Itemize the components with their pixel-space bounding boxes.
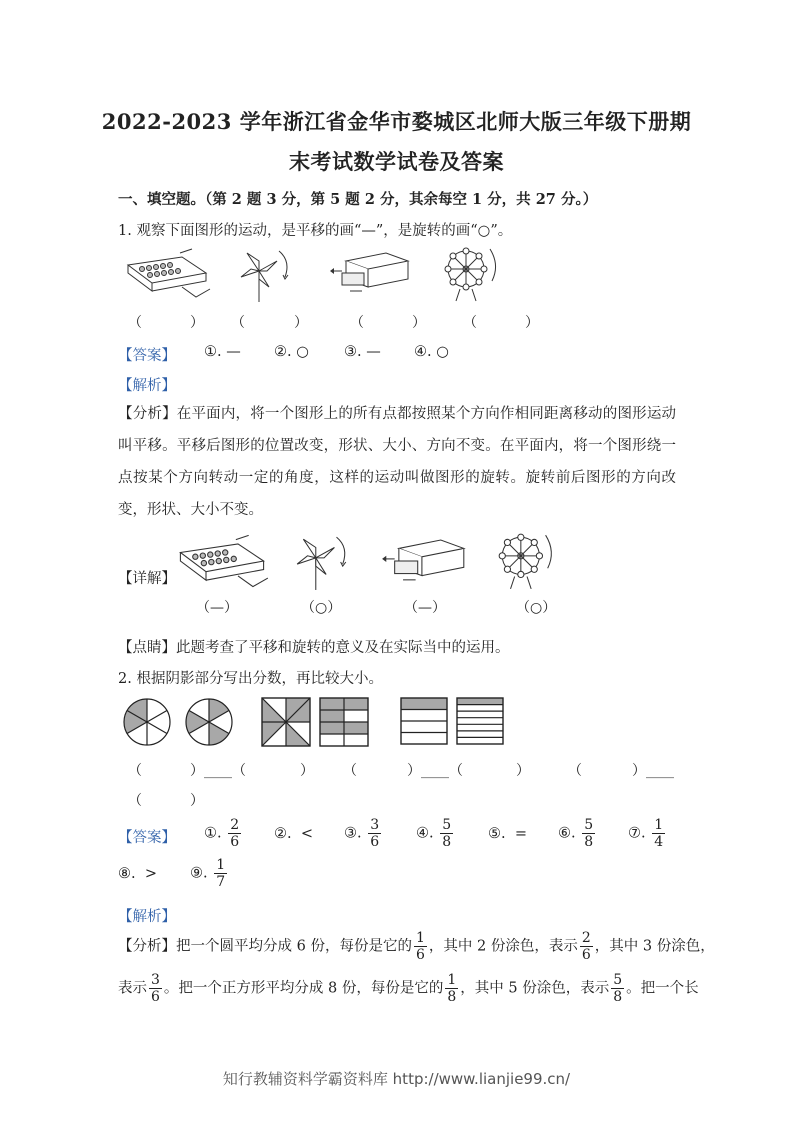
q1-dianjing-label: 【点睛】: [118, 640, 176, 656]
numerator: 2: [581, 930, 591, 946]
q2-answer-6: [558, 817, 597, 850]
q2-rect-quarters: [400, 697, 448, 745]
page-title-line1: 2022-2023 学年浙江省金华市婺城区北师大版三年级下册期: [101, 109, 692, 134]
q2-answer-1-fraction: [228, 817, 241, 850]
q2-answer-6-fraction: [582, 817, 595, 850]
q2-answer-8-label: ⑧.: [118, 866, 136, 882]
q2-blank-1-close-compare: ）____（: [190, 763, 246, 779]
q1-blank-1-close: ）: [190, 315, 204, 331]
q2-fenxi-p6: ，其中 5 份涂色，表示: [460, 980, 610, 997]
q2-fenxi-p2: ，其中 2 份涂色，表示: [428, 938, 578, 955]
pinwheel-picture: [237, 247, 293, 303]
fraction-2-6: [580, 930, 593, 963]
q1-blank-2-open: （: [231, 315, 245, 331]
q2-blank-3-close-compare: ）____（: [407, 763, 463, 779]
denominator: 6: [230, 834, 240, 850]
numerator: 5: [613, 972, 623, 988]
q2-fenxi-p4: 表示: [118, 980, 147, 997]
q2-answer-9: [190, 857, 229, 890]
q1-dianjing-text: 此题考查了平移和旋转的意义及在实际当中的运用。: [176, 640, 510, 656]
footer-watermark[interactable]: 知行教辅资料学霸资料库 http://www.lianjie99.cn/: [222, 1070, 571, 1088]
q2-blank-6-close: ）: [190, 793, 204, 809]
q1-dianjing: [118, 636, 510, 657]
denominator: 8: [613, 989, 623, 1005]
numerator: 1: [216, 857, 226, 873]
q1-answer-1: ①. —: [204, 344, 241, 360]
q2-square-grid: [319, 697, 369, 747]
q2-answer-1: [204, 817, 243, 850]
q2-fenxi-label: 【分析】: [118, 938, 176, 955]
q2-fenxi-line1: [118, 930, 715, 963]
q1-detail-mark-3: （—）: [404, 600, 446, 616]
drawer-picture-detail: [380, 533, 468, 589]
q1-answer-2: ②. ○: [274, 344, 309, 360]
denominator: 8: [584, 834, 594, 850]
q2-answer-4: [416, 817, 455, 850]
q2-answer-7-fraction: [652, 817, 665, 850]
fraction-5-8: [611, 972, 624, 1005]
numerator: 2: [230, 817, 240, 833]
q2-answer-label: 【答案】: [118, 830, 176, 846]
q1-blank-3-close: ）: [412, 315, 426, 331]
q2-answer-2-symbol: <: [300, 826, 313, 842]
q2-blank-1-open: （: [128, 763, 142, 779]
q1-text: 1. 观察下面图形的运动，是平移的画“—”，是旋转的画“○”。: [118, 223, 513, 239]
drawer-picture: [328, 247, 412, 299]
denominator: 6: [151, 989, 160, 1005]
q2-fenxi-p1: 把一个圆平均分成 6 份，每份是它的: [176, 938, 412, 955]
ferris-wheel-picture-detail: [494, 531, 558, 591]
section-heading: 一、填空题。（第 2 题 3 分，第 5 题 2 分，其余每空 1 分，共 27 分。）: [118, 191, 598, 208]
q2-text: 2. 根据阴影部分写出分数，再比较大小。: [118, 671, 383, 687]
denominator: 6: [581, 947, 591, 963]
q2-fenxi-line2: [118, 972, 699, 1005]
q2-answer-4-fraction: [440, 817, 453, 850]
q1-detail-mark-2: （○）: [301, 600, 342, 616]
pinwheel-picture-detail: [292, 533, 352, 591]
q2-analysis-label: 【解析】: [118, 909, 176, 925]
numerator: 3: [370, 817, 380, 833]
denominator: 6: [415, 947, 425, 963]
q1-detail-mark-4: （○）: [516, 600, 557, 616]
q2-blank-5-close-compare: ）____: [632, 763, 674, 779]
q2-answer-5: [488, 826, 527, 842]
abacus-picture: [122, 247, 212, 299]
denominator: 8: [447, 989, 457, 1005]
numerator: 5: [584, 817, 594, 833]
numerator: 1: [447, 972, 457, 988]
q2-answer-3-label: ③.: [344, 825, 362, 842]
q1-fenxi-text: 在平面内，将一个图形上的所有点都按照某个方向作相同距离移动的图形运动叫平移。平移后图形的位置改变，形状、大小、方向不变。在平面内，将一个图形绕一点按某个方向转动一定的角度，这样的运动叫做图形的旋转。旋转前后图形的方向改变，形状、大小不变。: [118, 406, 677, 518]
denominator: 7: [216, 874, 226, 890]
q1-answer-4: ④. ○: [414, 344, 449, 360]
q2-blank-5-open: （: [568, 763, 582, 779]
numerator: 5: [442, 817, 452, 833]
q1-answer-label: 【答案】: [118, 348, 176, 364]
q1-blank-1-open: （: [128, 315, 142, 331]
q2-answer-7: [628, 817, 667, 850]
q2-square-diagonal: [261, 697, 311, 747]
q1-fenxi-label: 【分析】: [118, 406, 177, 422]
abacus-picture-detail: [174, 533, 270, 589]
q2-fenxi-p7: 。把一个长: [626, 980, 699, 997]
q2-answer-3: [344, 817, 383, 850]
q2-answer-2: [274, 826, 313, 842]
fraction-1-6: [414, 930, 427, 963]
q1-blank-4-close: ）: [525, 315, 539, 331]
q2-fenxi-p5: 。把一个正方形平均分成 8 份，每份是它的: [163, 980, 444, 997]
q2-circle-1: [122, 697, 172, 747]
q2-answer-5-symbol: =: [514, 826, 527, 842]
q2-answer-4-label: ④.: [416, 825, 434, 842]
q2-blank-4-close: ）: [516, 763, 530, 779]
denominator: 4: [654, 834, 664, 850]
q2-fenxi-p3: ，其中 3 份涂色，: [594, 938, 715, 955]
q2-answer-7-label: ⑦.: [628, 825, 646, 842]
q2-answer-9-fraction: [214, 857, 227, 890]
q2-circle-2: [184, 697, 234, 747]
q2-rect-sevenths: [456, 697, 504, 745]
numerator: 3: [151, 972, 160, 988]
q1-blank-3-open: （: [350, 315, 364, 331]
q2-blank-6-open: （: [128, 793, 142, 809]
q1-analysis-paragraph: [118, 398, 676, 526]
q2-answer-3-fraction: [368, 817, 381, 850]
fraction-1-8: [445, 972, 458, 1005]
q2-answer-2-label: ②.: [274, 826, 292, 842]
ferris-wheel-picture: [440, 245, 502, 303]
q2-answer-1-label: ①.: [204, 825, 222, 842]
q2-answer-6-label: ⑥.: [558, 825, 576, 842]
fraction-3-6: [149, 972, 162, 1005]
q1-answer-3: ③. —: [344, 344, 381, 360]
q2-answer-8: [118, 866, 157, 882]
numerator: 1: [654, 817, 664, 833]
q2-blank-3-open: （: [343, 763, 357, 779]
q1-detail-label: 【详解】: [118, 571, 176, 587]
q1-blank-2-close: ）: [294, 315, 308, 331]
q1-analysis-label: 【解析】: [118, 378, 176, 394]
q1-blank-4-open: （: [463, 315, 477, 331]
numerator: 1: [415, 930, 425, 946]
q2-answer-8-symbol: >: [144, 866, 157, 882]
page-title-line2: 末考试数学试卷及答案: [289, 149, 504, 174]
q2-blank-2-close: ）: [300, 763, 314, 779]
denominator: 6: [370, 834, 380, 850]
q1-detail-mark-1: （—）: [196, 600, 238, 616]
q2-answer-5-label: ⑤.: [488, 826, 506, 842]
q2-answer-9-label: ⑨.: [190, 865, 208, 882]
denominator: 8: [442, 834, 452, 850]
